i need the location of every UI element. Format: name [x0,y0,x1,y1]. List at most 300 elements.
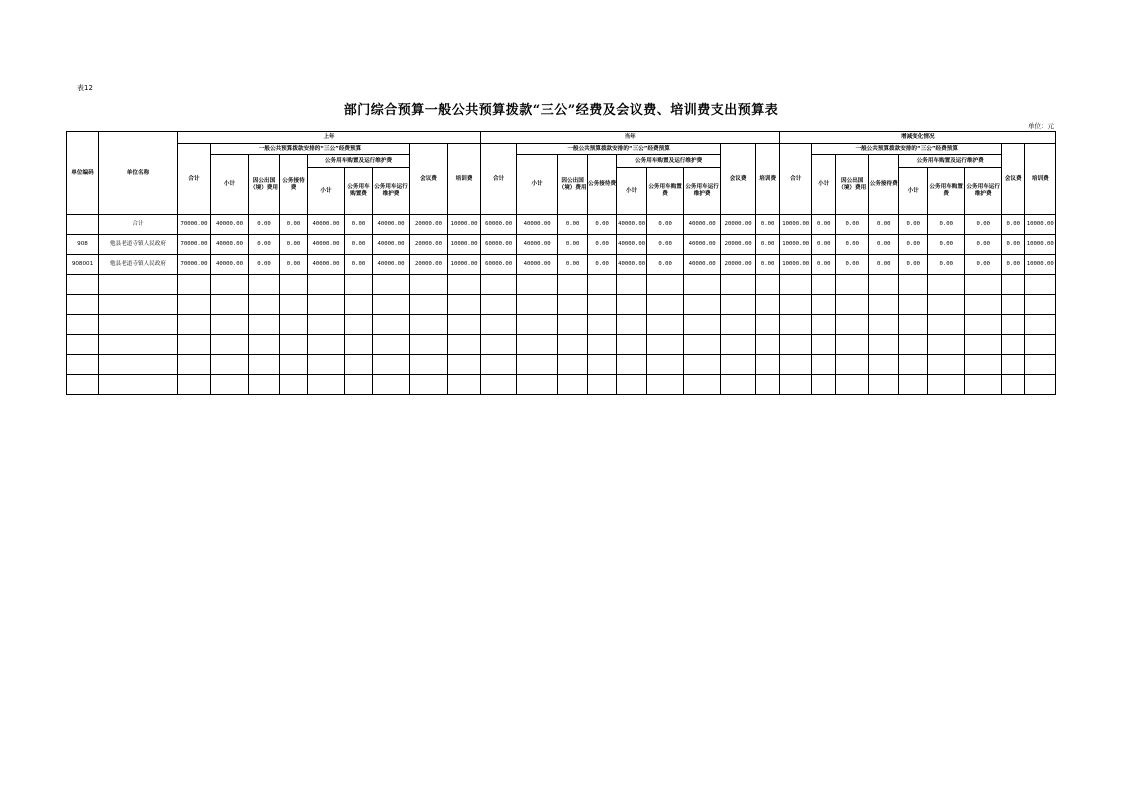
table-code: 表12 [77,84,93,92]
empty-cell [345,315,373,335]
empty-cell [1025,295,1056,315]
empty-cell [410,355,448,375]
amount-cell: 0.00 [836,255,869,275]
empty-cell [1025,355,1056,375]
empty-cell [780,275,812,295]
empty-cell [812,355,836,375]
header-subtotal: 小计 [517,155,558,215]
amount-cell: 70000.00 [178,215,211,235]
empty-cell [617,355,647,375]
empty-cell [99,335,178,355]
amount-cell: 10000.00 [448,255,481,275]
amount-cell: 0.00 [345,215,373,235]
empty-cell [617,295,647,315]
header-sangong-group: 一般公共预算拨款安排的“三公”经费预算 [517,144,721,155]
amount-cell: 0.00 [899,255,928,275]
empty-cell [647,335,684,355]
empty-cell [67,315,99,335]
header-vehicle-group: 公务用车购置及运行维护费 [617,155,721,168]
empty-cell [780,315,812,335]
amount-cell: 0.00 [1002,215,1025,235]
empty-cell [684,355,721,375]
empty-cell [647,355,684,375]
amount-cell: 40000.00 [684,215,721,235]
amount-cell: 0.00 [280,215,308,235]
empty-cell [517,375,558,395]
empty-cell [928,375,965,395]
amount-cell: 0.00 [836,215,869,235]
empty-cell [99,275,178,295]
amount-cell: 10000.00 [1025,255,1056,275]
empty-cell [410,295,448,315]
unit-name-cell: 勉县老道寺镇人民政府 [99,235,178,255]
amount-cell: 0.00 [588,255,617,275]
amount-cell: 10000.00 [1025,215,1056,235]
amount-cell: 40000.00 [617,215,647,235]
empty-cell [869,295,899,315]
unit-label: 单位：元 [1028,122,1054,130]
empty-cell [280,375,308,395]
empty-cell [756,295,780,315]
empty-cell [448,375,481,395]
empty-cell [1025,335,1056,355]
amount-cell: 20000.00 [721,255,756,275]
empty-cell [780,375,812,395]
header-reception: 公务接待费 [280,155,308,215]
empty-cell [721,315,756,335]
empty-cell [721,275,756,295]
empty-cell [249,275,280,295]
header-vehicle-group: 公务用车购置及运行维护费 [308,155,410,168]
header-sangong-group: 一般公共预算拨款安排的“三公”经费预算 [812,144,1002,155]
empty-cell [481,315,517,335]
empty-cell [448,315,481,335]
amount-cell: 70000.00 [178,235,211,255]
amount-cell: 40000.00 [373,235,410,255]
empty-cell [836,375,869,395]
empty-cell [721,335,756,355]
header-unit-name: 单位名称 [99,132,178,215]
empty-cell [684,295,721,315]
amount-cell: 0.00 [1002,235,1025,255]
amount-cell: 20000.00 [410,215,448,235]
empty-cell [99,295,178,315]
amount-cell: 0.00 [249,215,280,235]
header-total: 合计 [178,144,211,215]
empty-cell [67,375,99,395]
empty-cell [647,315,684,335]
header-vehicle-purchase: 公务用车购置费 [647,168,684,215]
empty-cell [178,355,211,375]
empty-cell [869,315,899,335]
page-title: 部门综合预算一般公共预算拨款“三公”经费及会议费、培训费支出预算表 [343,103,779,118]
empty-cell [588,335,617,355]
amount-cell: 0.00 [756,235,780,255]
empty-cell [178,375,211,395]
unit-name-cell: 合计 [99,215,178,235]
empty-cell [965,275,1002,295]
amount-cell: 0.00 [345,235,373,255]
amount-cell: 0.00 [965,235,1002,255]
empty-cell [647,295,684,315]
empty-cell [211,335,249,355]
amount-cell: 40000.00 [211,215,249,235]
amount-cell: 10000.00 [780,235,812,255]
empty-cell [812,275,836,295]
amount-cell: 20000.00 [721,235,756,255]
empty-cell [588,275,617,295]
empty-cell [869,355,899,375]
header-vehicle-subtotal: 小计 [617,168,647,215]
empty-cell [780,335,812,355]
header-vehicle-maintenance: 公务用车运行维护费 [965,168,1002,215]
budget-table [66,131,1056,395]
empty-cell [308,275,345,295]
empty-cell [373,335,410,355]
empty-cell [617,275,647,295]
empty-cell [178,295,211,315]
header-training: 培训费 [448,144,481,215]
empty-cell [647,375,684,395]
header-meeting: 会议费 [410,144,448,215]
empty-cell [558,335,588,355]
empty-cell [684,375,721,395]
empty-cell [517,275,558,295]
empty-cell [345,295,373,315]
empty-cell [99,315,178,335]
empty-cell [721,375,756,395]
amount-cell: 0.00 [249,255,280,275]
header-vehicle-maintenance: 公务用车运行维护费 [373,168,410,215]
empty-row [67,295,1056,315]
header-reception: 公务接待费 [869,155,899,215]
amount-cell: 0.00 [280,255,308,275]
header-meeting: 会议费 [1002,144,1025,215]
empty-cell [517,335,558,355]
empty-cell [965,375,1002,395]
empty-cell [178,315,211,335]
amount-cell: 0.00 [869,255,899,275]
empty-cell [869,375,899,395]
amount-cell: 0.00 [812,215,836,235]
empty-cell [280,355,308,375]
empty-cell [869,275,899,295]
amount-cell: 60000.00 [481,235,517,255]
amount-cell: 0.00 [869,235,899,255]
empty-cell [308,375,345,395]
empty-cell [756,375,780,395]
amount-cell: 0.00 [836,235,869,255]
empty-cell [448,355,481,375]
empty-cell [345,275,373,295]
empty-cell [280,315,308,335]
empty-cell [836,315,869,335]
empty-cell [211,275,249,295]
empty-cell [899,275,928,295]
empty-cell [1025,315,1056,335]
empty-cell [211,375,249,395]
empty-row [67,275,1056,295]
header-vehicle-purchase: 公务用车购置费 [345,168,373,215]
empty-cell [558,355,588,375]
empty-cell [721,295,756,315]
amount-cell: 10000.00 [780,255,812,275]
amount-cell: 0.00 [965,255,1002,275]
table-row [67,235,1056,255]
empty-cell [249,315,280,335]
amount-cell: 40000.00 [684,235,721,255]
empty-cell [211,295,249,315]
amount-cell: 0.00 [812,235,836,255]
amount-cell: 0.00 [249,235,280,255]
header-sangong-group: 一般公共预算拨款安排的“三公”经费预算 [211,144,410,155]
amount-cell: 60000.00 [481,255,517,275]
empty-cell [373,275,410,295]
empty-cell [481,295,517,315]
empty-row [67,335,1056,355]
header-vehicle-subtotal: 小计 [899,168,928,215]
empty-cell [756,355,780,375]
amount-cell: 40000.00 [373,215,410,235]
empty-cell [345,375,373,395]
empty-cell [481,335,517,355]
empty-cell [588,375,617,395]
amount-cell: 60000.00 [481,215,517,235]
empty-cell [373,375,410,395]
empty-cell [558,315,588,335]
empty-cell [481,355,517,375]
unit-code-cell: 908 [67,235,99,255]
header-training: 培训费 [1025,144,1056,215]
empty-cell [558,275,588,295]
amount-cell: 0.00 [558,215,588,235]
header-reception: 公务接待费 [588,155,617,215]
empty-cell [899,355,928,375]
empty-cell [373,315,410,335]
empty-cell [558,295,588,315]
header-total: 合计 [481,144,517,215]
empty-cell [211,315,249,335]
header-vehicle-maintenance: 公务用车运行维护费 [684,168,721,215]
amount-cell: 20000.00 [410,235,448,255]
header-subtotal: 小计 [211,155,249,215]
amount-cell: 40000.00 [211,255,249,275]
empty-cell [812,315,836,335]
empty-cell [308,335,345,355]
amount-cell: 40000.00 [373,255,410,275]
empty-cell [836,275,869,295]
amount-cell: 40000.00 [517,255,558,275]
empty-cell [67,335,99,355]
empty-cell [448,335,481,355]
table-row [67,215,1056,235]
header-abroad: 因公出国（境）费用 [249,155,280,215]
empty-cell [780,295,812,315]
empty-cell [1002,315,1025,335]
amount-cell: 0.00 [647,215,684,235]
empty-cell [684,315,721,335]
empty-cell [899,295,928,315]
header-vehicle-subtotal: 小计 [308,168,345,215]
amount-cell: 0.00 [558,235,588,255]
header-subtotal: 小计 [812,155,836,215]
amount-cell: 0.00 [280,235,308,255]
empty-cell [1002,375,1025,395]
empty-cell [928,275,965,295]
amount-cell: 0.00 [899,235,928,255]
amount-cell: 40000.00 [308,235,345,255]
empty-cell [721,355,756,375]
header-curr-year: 当年 [481,132,780,144]
empty-cell [345,335,373,355]
empty-cell [588,315,617,335]
empty-cell [1002,335,1025,355]
amount-cell: 0.00 [869,215,899,235]
header-training: 培训费 [756,144,780,215]
empty-row [67,375,1056,395]
empty-cell [517,295,558,315]
empty-cell [928,355,965,375]
empty-cell [308,355,345,375]
empty-cell [780,355,812,375]
amount-cell: 0.00 [588,215,617,235]
empty-cell [928,315,965,335]
empty-cell [617,315,647,335]
empty-cell [756,335,780,355]
empty-cell [1002,275,1025,295]
empty-cell [1002,355,1025,375]
empty-cell [308,315,345,335]
amount-cell: 40000.00 [308,255,345,275]
empty-cell [448,295,481,315]
empty-cell [558,375,588,395]
empty-cell [617,335,647,355]
empty-cell [812,335,836,355]
header-vehicle-group: 公务用车购置及运行维护费 [899,155,1002,168]
empty-cell [308,295,345,315]
empty-cell [869,335,899,355]
empty-cell [836,355,869,375]
header-prev-year: 上年 [178,132,481,144]
table-body [67,215,1056,395]
empty-cell [756,315,780,335]
amount-cell: 0.00 [345,255,373,275]
empty-cell [1002,295,1025,315]
empty-cell [481,275,517,295]
amount-cell: 0.00 [928,255,965,275]
empty-cell [249,295,280,315]
empty-cell [178,335,211,355]
empty-cell [67,355,99,375]
empty-cell [928,335,965,355]
empty-cell [481,375,517,395]
empty-cell [588,295,617,315]
amount-cell: 0.00 [928,235,965,255]
empty-cell [280,335,308,355]
amount-cell: 0.00 [588,235,617,255]
empty-cell [617,375,647,395]
empty-cell [965,335,1002,355]
header-total: 合计 [780,144,812,215]
amount-cell: 0.00 [756,215,780,235]
amount-cell: 0.00 [558,255,588,275]
unit-name-cell: 勉县老道寺镇人民政府 [99,255,178,275]
empty-cell [1025,375,1056,395]
empty-cell [899,375,928,395]
empty-cell [965,295,1002,315]
empty-cell [965,315,1002,335]
empty-cell [517,355,558,375]
header-change: 增减变化情况 [780,132,1056,144]
amount-cell: 40000.00 [517,235,558,255]
header-abroad: 因公出国（境）费用 [836,155,869,215]
empty-cell [684,335,721,355]
empty-cell [410,315,448,335]
empty-cell [410,335,448,355]
empty-cell [410,375,448,395]
amount-cell: 0.00 [647,255,684,275]
amount-cell: 40000.00 [517,215,558,235]
empty-cell [812,295,836,315]
amount-cell: 0.00 [812,255,836,275]
amount-cell: 20000.00 [721,215,756,235]
header-meeting: 会议费 [721,144,756,215]
unit-code-cell: 908001 [67,255,99,275]
amount-cell: 0.00 [899,215,928,235]
empty-cell [178,275,211,295]
empty-cell [965,355,1002,375]
unit-code-cell [67,215,99,235]
amount-cell: 10000.00 [1025,235,1056,255]
empty-cell [684,275,721,295]
amount-cell: 10000.00 [448,215,481,235]
header-abroad: 因公出国（境）费用 [558,155,588,215]
empty-cell [647,275,684,295]
amount-cell: 0.00 [1002,255,1025,275]
amount-cell: 40000.00 [617,255,647,275]
amount-cell: 70000.00 [178,255,211,275]
empty-cell [588,355,617,375]
empty-cell [899,335,928,355]
empty-cell [280,295,308,315]
amount-cell: 10000.00 [780,215,812,235]
empty-cell [410,275,448,295]
empty-cell [373,295,410,315]
amount-cell: 10000.00 [448,235,481,255]
empty-cell [211,355,249,375]
empty-cell [249,355,280,375]
empty-cell [836,335,869,355]
empty-cell [756,275,780,295]
empty-cell [249,335,280,355]
amount-cell: 40000.00 [211,235,249,255]
amount-cell: 0.00 [965,215,1002,235]
empty-cell [280,275,308,295]
empty-cell [99,355,178,375]
empty-cell [67,295,99,315]
empty-cell [448,275,481,295]
empty-cell [928,295,965,315]
header-vehicle-purchase: 公务用车购置费 [928,168,965,215]
empty-cell [836,295,869,315]
empty-cell [517,315,558,335]
empty-cell [812,375,836,395]
amount-cell: 0.00 [647,235,684,255]
empty-row [67,355,1056,375]
empty-cell [373,355,410,375]
empty-cell [67,275,99,295]
amount-cell: 0.00 [928,215,965,235]
